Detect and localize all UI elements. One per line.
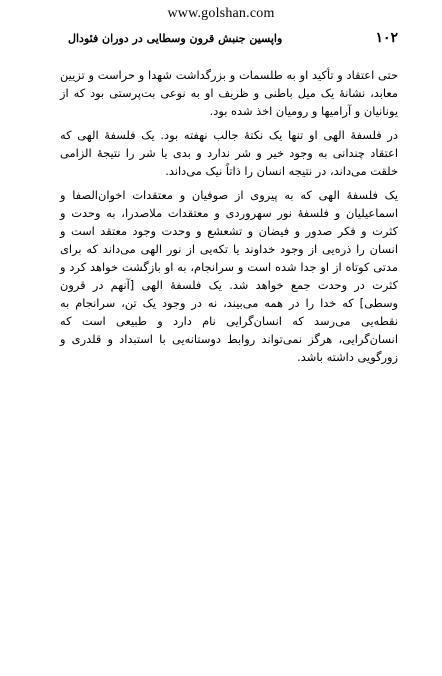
paragraph-1: حتی اعتقاد و تأکید او به طلسمات و بزرگداشت شهدا و حراست و تزیین معابد، نشانهٔ یک میل باطنی و ظریف او به نوعی بت‌پرستی بود که از یونانیان و آرامیها و رومیان اخذ شده بود. <box>60 68 398 118</box>
body-text <box>60 66 398 366</box>
running-title: واپسین جنبش قرون وسطایی در دوران فئودال <box>68 32 283 45</box>
paragraph-2: در فلسفهٔ الهی او تنها یک نکتهٔ جالب نهفته بود. یک فلسفهٔ الهی که اعتقاد چندانی به وجود خیر و شر ندارد و بدی یا شر را نتیجهٔ الزامی خلقت می‌داند، در نتیجه انسان را ذاتاً نیک می‌داند. <box>60 128 398 178</box>
page-number: ۱۰۲ <box>375 30 398 46</box>
running-head <box>60 30 398 50</box>
site-watermark: www.golshan.com <box>167 6 275 21</box>
paragraph-3: یک فلسفهٔ الهی که به پیروی از صوفیان و معتقدات اخوان‌الصفا و اسماعیلیان و فلسفهٔ نور سهروردی و معتقدات ملاصدرا، به وحدت و کثرت و فکر صدور و فیضان و تشعشع و وحدت وجود معتقد است و انسان را ذره‌یی از وجود خداوند یا تکه‌یی از نور الهی می‌داند که برای مدتی کوتاه از او جدا شده است و سرانجام، به او بازگشت خواهد کرد و کثرت در وحدت جمع خواهد شد. یک فلسفهٔ الهی [آنهم در قرون وسطی] که خدا را در همه می‌بیند، نه در وجود یک تن، سرانجام به نقطه‌یی می‌رسد که انسان‌گرایی نام دارد و طبیعی است که انسان‌گرایی، هرگز نمی‌تواند روابط دوستانه‌یی با استبداد و قلدری و زورگویی داشته باشد. <box>60 188 398 364</box>
